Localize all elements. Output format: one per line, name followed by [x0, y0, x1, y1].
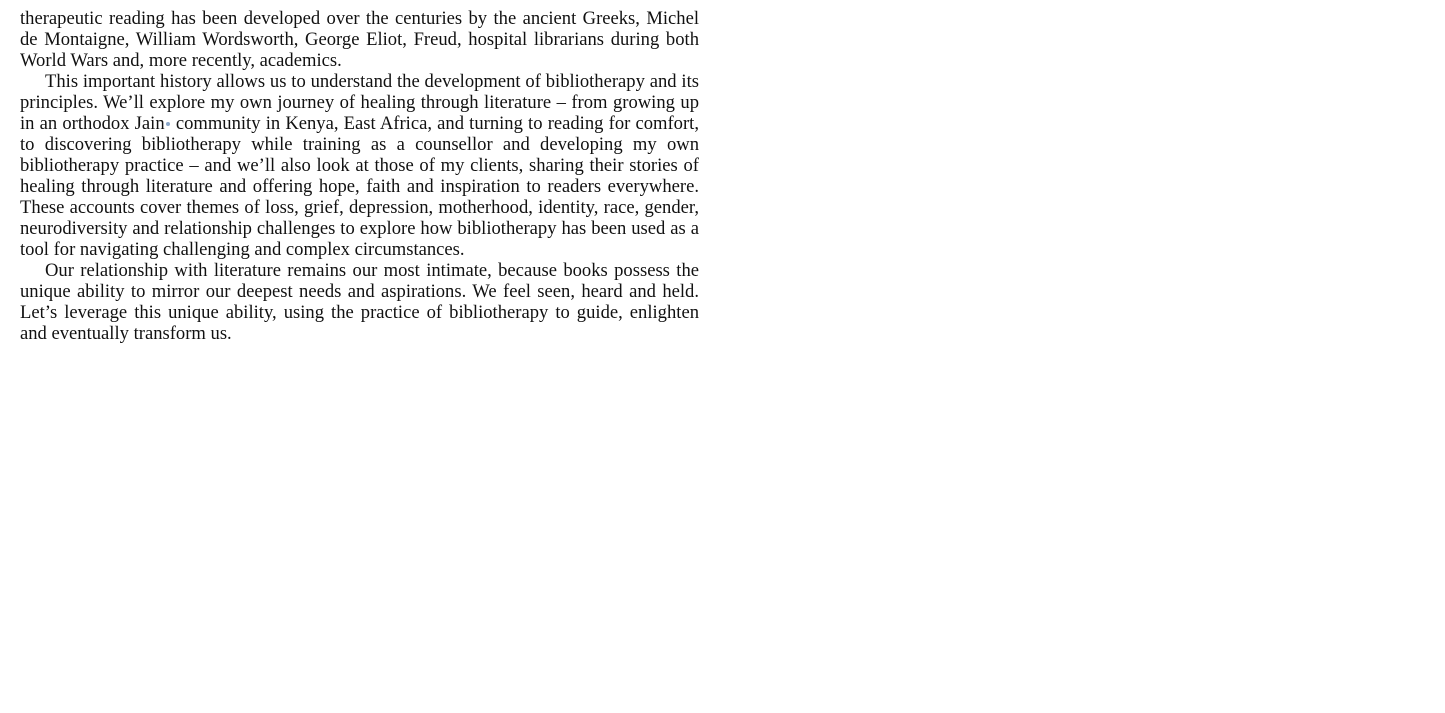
paragraph-relationship: Our relationship with literature remains our most intimate, because books possess the unique ability to mirror our deepest needs and aspirations. We feel seen, heard and held. Let’s leverage this unique ability, using the practice of bibliotherapy to guide, enlighten and eventually transform us.: [20, 260, 699, 344]
paragraph-history-part-2: community in Kenya, East Africa, and turning to reading for comfort, to discovering bibliotherapy while training as a counsellor and developing my own bibliotherapy practice – and we’ll also look at those of my clients, sharing their stories of healing through literature and offering hope, faith and inspiration to readers everywhere. These accounts cover themes of loss, grief, depression, motherhood, identity, race, gender, neurodiversity and relationship challenges to explore how bibliotherapy has been used as a tool for navigating challenging and complex circumstances.: [20, 113, 699, 260]
body-text: [20, 8, 699, 344]
footnote-marker-icon[interactable]: [166, 122, 170, 126]
paragraph-history-part-1: This important history allows us to understand the development of bibliotherapy and its principles. We’ll explore my own journey of healing through literature – from growing up in an orthodox Jain: [20, 71, 699, 134]
paragraph-continuation: therapeutic reading has been developed over the centuries by the ancient Greeks, Michel de Montaigne, William Wordsworth, George Eliot, Freud, hospital librarians during both World Wars and, more recently, academics.: [20, 8, 699, 71]
paragraph-history: [20, 71, 699, 260]
